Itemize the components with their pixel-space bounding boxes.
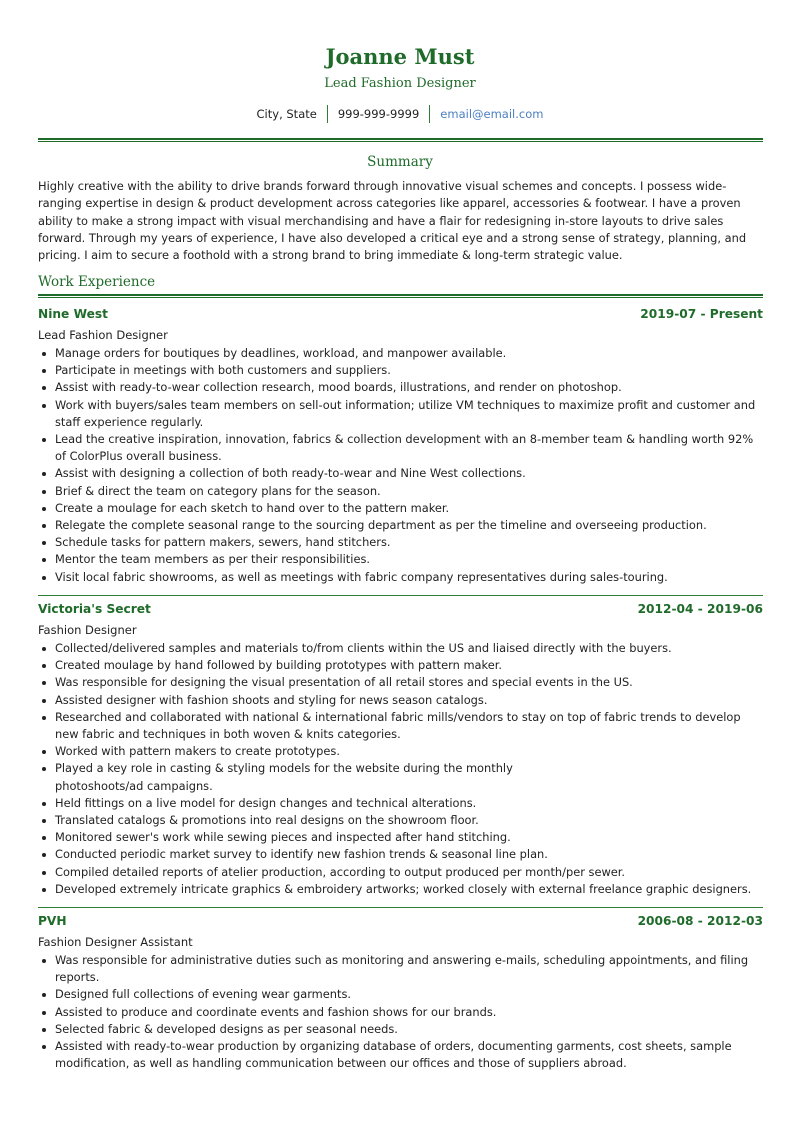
job-bullet: Assisted designer with fashion shoots and styling for news season catalogs. bbox=[55, 692, 763, 709]
job-header bbox=[38, 307, 763, 321]
job-dates: 2019-07 - Present bbox=[640, 307, 763, 321]
job-bullet: Assisted to produce and coordinate events and fashion shows for our brands. bbox=[55, 1004, 763, 1021]
job-bullet: Assist with designing a collection of both ready-to-wear and Nine West collections. bbox=[55, 465, 763, 482]
summary-text: Highly creative with the ability to drive brands forward through innovative visual schemes and concepts. I possess wide-ranging expertise in design & product development across categories like apparel, accessories & footwear. I have a proven ability to make a strong impact with visual merchandising and have a flair for redesigning in-store layouts to drive sales forward. Through my years of experience, I have also developed a critical eye and a strong sense of strategy, planning, and pricing. I aim to secure a foothold with a strong brand to bring immediate & long-term strategic value. bbox=[38, 179, 747, 263]
job-entry bbox=[38, 914, 763, 1072]
candidate-name: Joanne Must bbox=[325, 44, 475, 69]
job-bullet: Researched and collaborated with national & international fabric mills/vendors to stay on top of fabric trends to develop new fabric and techniques in both woven & knits categories. bbox=[55, 709, 763, 743]
job-dates: 2012-04 - 2019-06 bbox=[637, 602, 763, 616]
job-bullet: Lead the creative inspiration, innovation, fabrics & collection development with an 8-member team & handling worth 92% of ColorPlus overall business. bbox=[55, 431, 763, 465]
contact-divider bbox=[327, 105, 328, 123]
job-bullet: Created moulage by hand followed by building prototypes with pattern maker. bbox=[55, 657, 763, 674]
job-bullets bbox=[38, 640, 763, 898]
job-entry bbox=[38, 602, 763, 898]
contact-bar bbox=[0, 105, 800, 123]
job-bullet: Assist with ready-to-wear collection research, mood boards, illustrations, and render on photoshop. bbox=[55, 379, 763, 396]
job-divider bbox=[38, 595, 763, 596]
job-bullet: Schedule tasks for pattern makers, sewers, hand stitchers. bbox=[55, 534, 763, 551]
location-text: City, State bbox=[256, 107, 317, 121]
job-role: Lead Fashion Designer bbox=[38, 328, 168, 342]
email-link[interactable]: email@email.com bbox=[440, 107, 544, 121]
company-name: PVH bbox=[38, 914, 67, 928]
job-bullet: Conducted periodic market survey to identify new fashion trends & seasonal line plan. bbox=[55, 846, 763, 863]
job-bullet: Collected/delivered samples and materials to/from clients within the US and liaised directly with the buyers. bbox=[55, 640, 763, 657]
job-header bbox=[38, 602, 763, 616]
job-entry bbox=[38, 307, 763, 586]
company-name: Nine West bbox=[38, 307, 108, 321]
phone-text: 999-999-9999 bbox=[337, 107, 420, 121]
job-bullet: Relegate the complete seasonal range to the sourcing department as per the timeline and overseeing production. bbox=[55, 517, 763, 534]
job-bullet: Played a key role in casting & styling models for the website during the monthly photoshoots/ad campaigns. bbox=[55, 760, 525, 794]
job-bullet: Compiled detailed reports of atelier production, according to output produced per month/per sewer. bbox=[55, 864, 763, 881]
job-header bbox=[38, 914, 763, 928]
company-name: Victoria's Secret bbox=[38, 602, 151, 616]
job-bullet: Work with buyers/sales team members on sell-out information; utilize VM techniques to maximize profit and customer and staff experience regularly. bbox=[55, 397, 763, 431]
job-bullet: Selected fabric & developed designs as per seasonal needs. bbox=[55, 1021, 763, 1038]
job-bullet: Designed full collections of evening wear garments. bbox=[55, 986, 763, 1003]
job-bullet: Visit local fabric showrooms, as well as meetings with fabric company representatives during sales-touring. bbox=[55, 569, 763, 586]
job-bullet: Brief & direct the team on category plans for the season. bbox=[55, 483, 763, 500]
job-role: Fashion Designer bbox=[38, 623, 137, 637]
job-bullets bbox=[38, 952, 763, 1072]
job-bullet: Held fittings on a live model for design changes and technical alterations. bbox=[55, 795, 763, 812]
job-bullet: Developed extremely intricate graphics & embroidery artworks; worked closely with external freelance graphic designers. bbox=[55, 881, 763, 898]
job-bullet: Create a moulage for each sketch to hand over to the pattern maker. bbox=[55, 500, 763, 517]
job-divider bbox=[38, 907, 763, 908]
job-dates: 2006-08 - 2012-03 bbox=[637, 914, 763, 928]
work-experience-heading: Work Experience bbox=[38, 274, 156, 290]
job-bullet: Manage orders for boutiques by deadlines, workload, and manpower available. bbox=[55, 345, 763, 362]
job-bullet: Worked with pattern makers to create prototypes. bbox=[55, 743, 763, 760]
contact-divider bbox=[429, 105, 430, 123]
job-bullet: Participate in meetings with both customers and suppliers. bbox=[55, 362, 763, 379]
candidate-title: Lead Fashion Designer bbox=[324, 76, 476, 91]
job-bullet: Was responsible for administrative duties such as monitoring and answering e-mails, scheduling appointments, and filing reports. bbox=[55, 952, 763, 986]
job-bullet: Assisted with ready-to-wear production by organizing database of orders, documenting garments, cost sheets, sample modification, as well as handling communication between our offices and those of suppliers abroad. bbox=[55, 1038, 763, 1072]
summary-heading: Summary bbox=[367, 154, 433, 170]
job-bullet: Monitored sewer's work while sewing pieces and inspected after hand stitching. bbox=[55, 829, 763, 846]
job-bullets bbox=[38, 345, 763, 586]
job-bullet: Translated catalogs & promotions into real designs on the showroom floor. bbox=[55, 812, 763, 829]
header-divider bbox=[38, 138, 763, 142]
job-bullet: Mentor the team members as per their responsibilities. bbox=[55, 551, 763, 568]
job-bullet: Was responsible for designing the visual presentation of all retail stores and special events in the US. bbox=[55, 674, 763, 691]
job-role: Fashion Designer Assistant bbox=[38, 935, 193, 949]
work-experience-divider bbox=[38, 294, 763, 298]
